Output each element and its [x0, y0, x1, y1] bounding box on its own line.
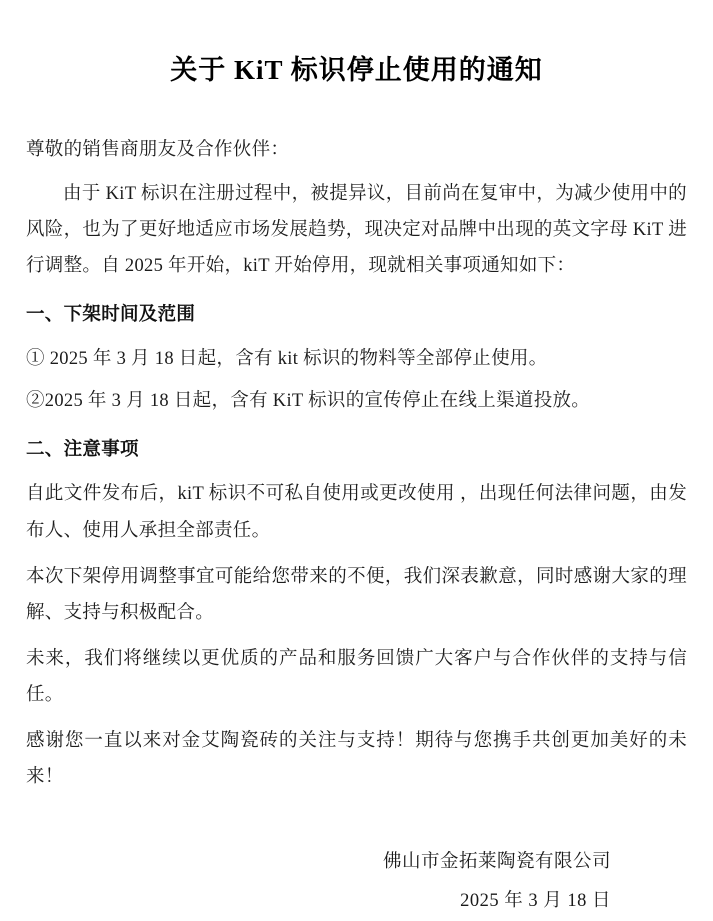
notice-paragraph-3: 未来，我们将继续以更优质的产品和服务回馈广大客户与合作伙伴的支持与信任。 — [26, 648, 687, 705]
list-item: ②2025 年 3 月 18 日起，含有 KiT 标识的宣传停止在线上渠道投放。 — [26, 391, 591, 412]
page-title: 关于 KiT 标识停止使用的通知 — [170, 55, 543, 85]
list-item: ① 2025 年 3 月 18 日起，含有 kit 标识的物料等全部停止使用。 — [26, 349, 548, 370]
signature-block — [26, 843, 687, 921]
signature-date: 2025 年 3 月 18 日 — [460, 890, 611, 911]
salutation: 尊敬的销售商朋友及合作伙伴： — [26, 139, 290, 160]
section-heading-2: 二、注意事项 — [26, 440, 139, 461]
notice-paragraph-2: 本次下架停用调整事宜可能给您带来的不便，我们深表歉意，同时感谢大家的理解、支持与积极配合。 — [26, 566, 687, 623]
document-body — [26, 132, 687, 795]
intro-paragraph: 由于 KiT 标识在注册过程中，被提异议，目前尚在复审中，为减少使用中的风险，也为了更好地适应市场发展趋势，现决定对品牌中出现的英文字母 KiT 进行调整。自 2025 年开始，kiT 开始停用，现就相关事项通知如下： — [26, 183, 687, 276]
section-heading-1: 一、下架时间及范围 — [26, 305, 196, 326]
notice-paragraph-4: 感谢您一直以来对金艾陶瓷砖的关注与支持！期待与您携手共创更加美好的未来！ — [26, 730, 687, 787]
notice-paragraph-1: 自此文件发布后，kiT 标识不可私自使用或更改使用 ，出现任何法律问题，由发布人、使用人承担全部责任。 — [26, 484, 687, 541]
signature-company: 佛山市金拓莱陶瓷有限公司 — [382, 851, 611, 872]
